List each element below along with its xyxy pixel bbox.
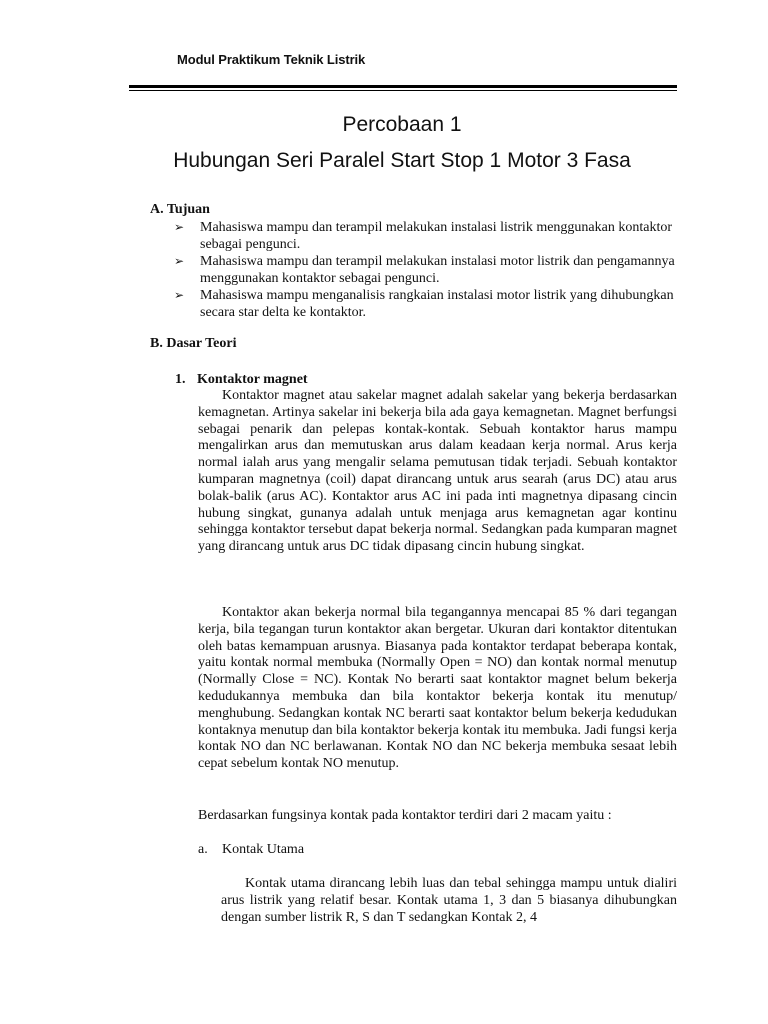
list-item: [174, 287, 679, 321]
body-paragraph: Kontak utama dirancang lebih luas dan tebal sehingga mampu untuk dialiri arus listrik yang relatif besar. Kontak utama 1, 3 dan 5 biasanya dihubungkan dengan sumber listrik R, S dan T sedangkan Kontak 2, 4: [221, 876, 677, 925]
arrow-bullet-icon: ➢: [174, 220, 185, 234]
header-rule-thin: [129, 90, 677, 91]
objectives-list: [174, 219, 679, 321]
subsection-a-heading: [198, 842, 304, 858]
subsection-number: 1.: [175, 372, 186, 387]
subsection-a-title: Kontak Utama: [222, 842, 305, 857]
arrow-bullet-icon: ➢: [174, 254, 185, 268]
body-paragraph: Kontaktor akan bekerja normal bila tegangannya mencapai 85 % dari tegangan kerja, bila tegangan turun kontaktor akan bergetar. Ukuran dari kontaktor ditentukan oleh batas kemampuan arusnya. Biasanya pada kontaktor terdapat beberapa kontak, yaitu kontak normal membuka (Normally Open = NO) dan kontak normal menutup (Normally Close = NC). Kontak No berarti saat kontaktor magnet belum bekerja kedudukannya membuka dan bila kontaktor bekerja kontak itu menutup/ menghubung. Sedangkan kontak NC berarti saat kontaktor belum bekerja kedudukan kontaknya menutup dan bila kontaktor bekerja kontak itu membuka. Jadi fungsi kerja kontak NO dan NC berlawanan. Kontak NO dan NC bekerja membuka sesaat lebih cepat sebelum kontak NO menutup.: [198, 605, 677, 772]
section-b-heading: B. Dasar Teori: [150, 336, 237, 351]
list-item: [174, 219, 679, 253]
page-subtitle: Hubungan Seri Paralel Start Stop 1 Motor 3 Fasa: [173, 149, 631, 172]
module-header: Modul Praktikum Teknik Listrik: [177, 52, 366, 67]
list-item-text: Mahasiswa mampu menganalisis rangkaian instalasi motor listrik yang dihubungkan secara star delta ke kontaktor.: [200, 288, 674, 320]
list-item: [174, 253, 679, 287]
section-a-heading: A. Tujuan: [150, 202, 210, 217]
list-item-text: Mahasiswa mampu dan terampil melakukan instalasi listrik menggunakan kontaktor sebagai pengunci.: [200, 220, 673, 252]
arrow-bullet-icon: ➢: [174, 288, 185, 302]
list-item-text: Mahasiswa mampu dan terampil melakukan instalasi motor listrik dan pengamannya menggunakan kontaktor sebagai pengunci.: [200, 254, 675, 286]
body-paragraph: Kontaktor magnet atau sakelar magnet adalah sakelar yang bekerja berdasarkan kemagnetan. Artinya sakelar ini bekerja bila ada gaya kemagnetan. Magnet berfungsi sebagai penarik dan pelepas kontak-kontak. Sebuah kontaktor harus mampu mengalirkan arus dan memutuskan arus dalam keadaan kerja normal. Arus kerja normal ialah arus yang mengalir selama pemutusan tidak terjadi. Sebuah kontaktor kumparan magnetnya (coil) dapat dirancang untuk arus searah (arus DC) atau arus bolak-balik (arus AC). Kontaktor arus AC ini pada inti magnetnya dipasang cincin hubung singkat, gunanya adalah untuk menjaga arus kemagnetan agar kontinu sehingga kontaktor tersebut dapat bekerja normal. Sedangkan pada kumparan magnet yang dirancang untuk arus DC tidak dipasang cincin hubung singkat.: [198, 388, 677, 555]
contact-types-intro: Berdasarkan fungsinya kontak pada kontaktor terdiri dari 2 macam yaitu :: [198, 808, 612, 823]
header-rule-thick: [129, 85, 677, 88]
page-title: Percobaan 1: [342, 113, 462, 136]
subsection-heading: [175, 372, 308, 388]
subsection-title: Kontaktor magnet: [197, 372, 308, 387]
subsection-a-number: a.: [198, 842, 208, 857]
